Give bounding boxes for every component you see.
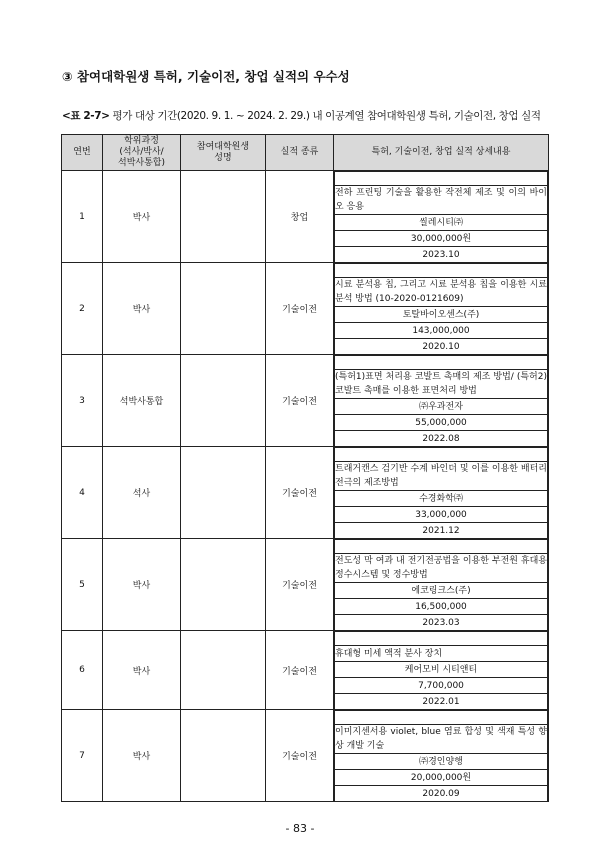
header-type: 실적 종류 [266,135,334,171]
table-row [62,355,549,447]
cell-degree: 박사 [103,263,181,355]
cell-degree: 박사 [103,171,181,263]
table-caption [62,108,541,123]
detail-description: 이미지센서용 violet, blue 염료 합성 및 색재 특성 향상 개발 기술 [335,725,548,754]
cell-detail [334,447,549,539]
table-row [62,539,549,631]
detail-description: 전도성 막 여과 내 전기전공법을 이용한 부전원 휴대용 정수시스템 및 정수방법 [335,554,548,583]
cell-detail [334,710,549,802]
detail-date: 2022.01 [335,694,548,710]
detail-subtable [334,631,548,709]
detail-spacer [335,448,548,462]
cell-type: 창업 [266,171,334,263]
cell-detail [334,263,549,355]
cell-detail [334,171,549,263]
table-row [62,631,549,710]
detail-amount: 7,700,000 [335,678,548,694]
cell-type: 기술이전 [266,631,334,710]
detail-subtable [334,263,548,354]
cell-name [181,631,266,710]
detail-description: (특허1)표면 처리용 코발트 촉매의 제조 방법/ (특허2) 코발트 촉매를 이용한 표면처리 방법 [335,370,548,399]
table-caption-tag: <표 2-7> [62,110,110,122]
detail-organization: ㈜경인양행 [335,754,548,770]
cell-name [181,447,266,539]
detail-subtable [334,355,548,446]
detail-spacer [335,172,548,186]
cell-detail [334,631,549,710]
cell-detail [334,539,549,631]
cell-type: 기술이전 [266,710,334,802]
cell-name [181,263,266,355]
cell-degree: 박사 [103,539,181,631]
detail-amount: 20,000,000원 [335,770,548,786]
detail-organization: 케어모비 시티앤티 [335,662,548,678]
cell-name [181,355,266,447]
detail-amount: 55,000,000 [335,415,548,431]
detail-amount: 30,000,000원 [335,231,548,247]
page-number: - 83 - [285,822,315,835]
header-no: 연번 [62,135,103,171]
detail-organization: 토탈바이오센스(주) [335,307,548,323]
cell-degree: 석사 [103,447,181,539]
cell-degree: 박사 [103,631,181,710]
cell-type: 기술이전 [266,355,334,447]
detail-amount: 143,000,000 [335,323,548,339]
detail-subtable [334,710,548,801]
cell-detail [334,355,549,447]
cell-name [181,710,266,802]
cell-no: 5 [62,539,103,631]
cell-name [181,171,266,263]
detail-spacer [335,632,548,646]
table-row [62,263,549,355]
cell-no: 1 [62,171,103,263]
detail-date: 2021.12 [335,523,548,539]
detail-date: 2023.10 [335,247,548,263]
table-row [62,171,549,263]
detail-description: 시료 분석용 칩, 그리고 시료 분석용 칩을 이용한 시료 분석 방법 (10-2020-0121609) [335,278,548,307]
table-row [62,710,549,802]
header-degree: 학위과정 (석사/박사/ 석박사통합) [103,135,181,171]
detail-date: 2022.08 [335,431,548,447]
cell-degree: 박사 [103,710,181,802]
table-caption-text: 평가 대상 기간(2020. 9. 1. ~ 2024. 2. 29.) 내 이공계열 참여대학원생 특허, 기술이전, 창업 실적 [109,110,541,122]
cell-type: 기술이전 [266,539,334,631]
cell-type: 기술이전 [266,447,334,539]
table-header-row [62,135,549,171]
detail-subtable [334,539,548,630]
cell-type: 기술이전 [266,263,334,355]
detail-subtable [334,171,548,262]
detail-organization: 씰레시티㈜ [335,215,548,231]
section-heading: ③ 참여대학원생 특허, 기술이전, 창업 실적의 우수성 [62,69,350,84]
cell-no: 4 [62,447,103,539]
detail-organization: 수경화학㈜ [335,491,548,507]
detail-date: 2023.03 [335,615,548,631]
detail-date: 2020.10 [335,339,548,355]
cell-no: 7 [62,710,103,802]
cell-no: 3 [62,355,103,447]
detail-date: 2020.09 [335,786,548,802]
table-row [62,447,549,539]
cell-name [181,539,266,631]
detail-subtable [334,447,548,538]
cell-no: 2 [62,263,103,355]
header-name: 참여대학원생 성명 [181,135,266,171]
detail-spacer [335,264,548,278]
header-detail: 특허, 기술이전, 창업 실적 상세내용 [334,135,549,171]
detail-description: 트래거캔스 검기반 수계 바인더 및 이를 이용한 배터리 전극의 제조방법 [335,462,548,491]
detail-amount: 16,500,000 [335,599,548,615]
detail-description: 전하 프린팅 기술을 활용한 작전체 제조 및 이의 바이오 응용 [335,186,548,215]
detail-spacer [335,540,548,554]
detail-spacer [335,711,548,725]
cell-no: 6 [62,631,103,710]
achievement-table [61,134,549,802]
detail-organization: ㈜우과전자 [335,399,548,415]
detail-organization: 에코링크스(주) [335,583,548,599]
detail-amount: 33,000,000 [335,507,548,523]
detail-description: 휴대형 미세 액적 분사 장치 [335,646,548,662]
cell-degree: 석박사통합 [103,355,181,447]
detail-spacer [335,356,548,370]
